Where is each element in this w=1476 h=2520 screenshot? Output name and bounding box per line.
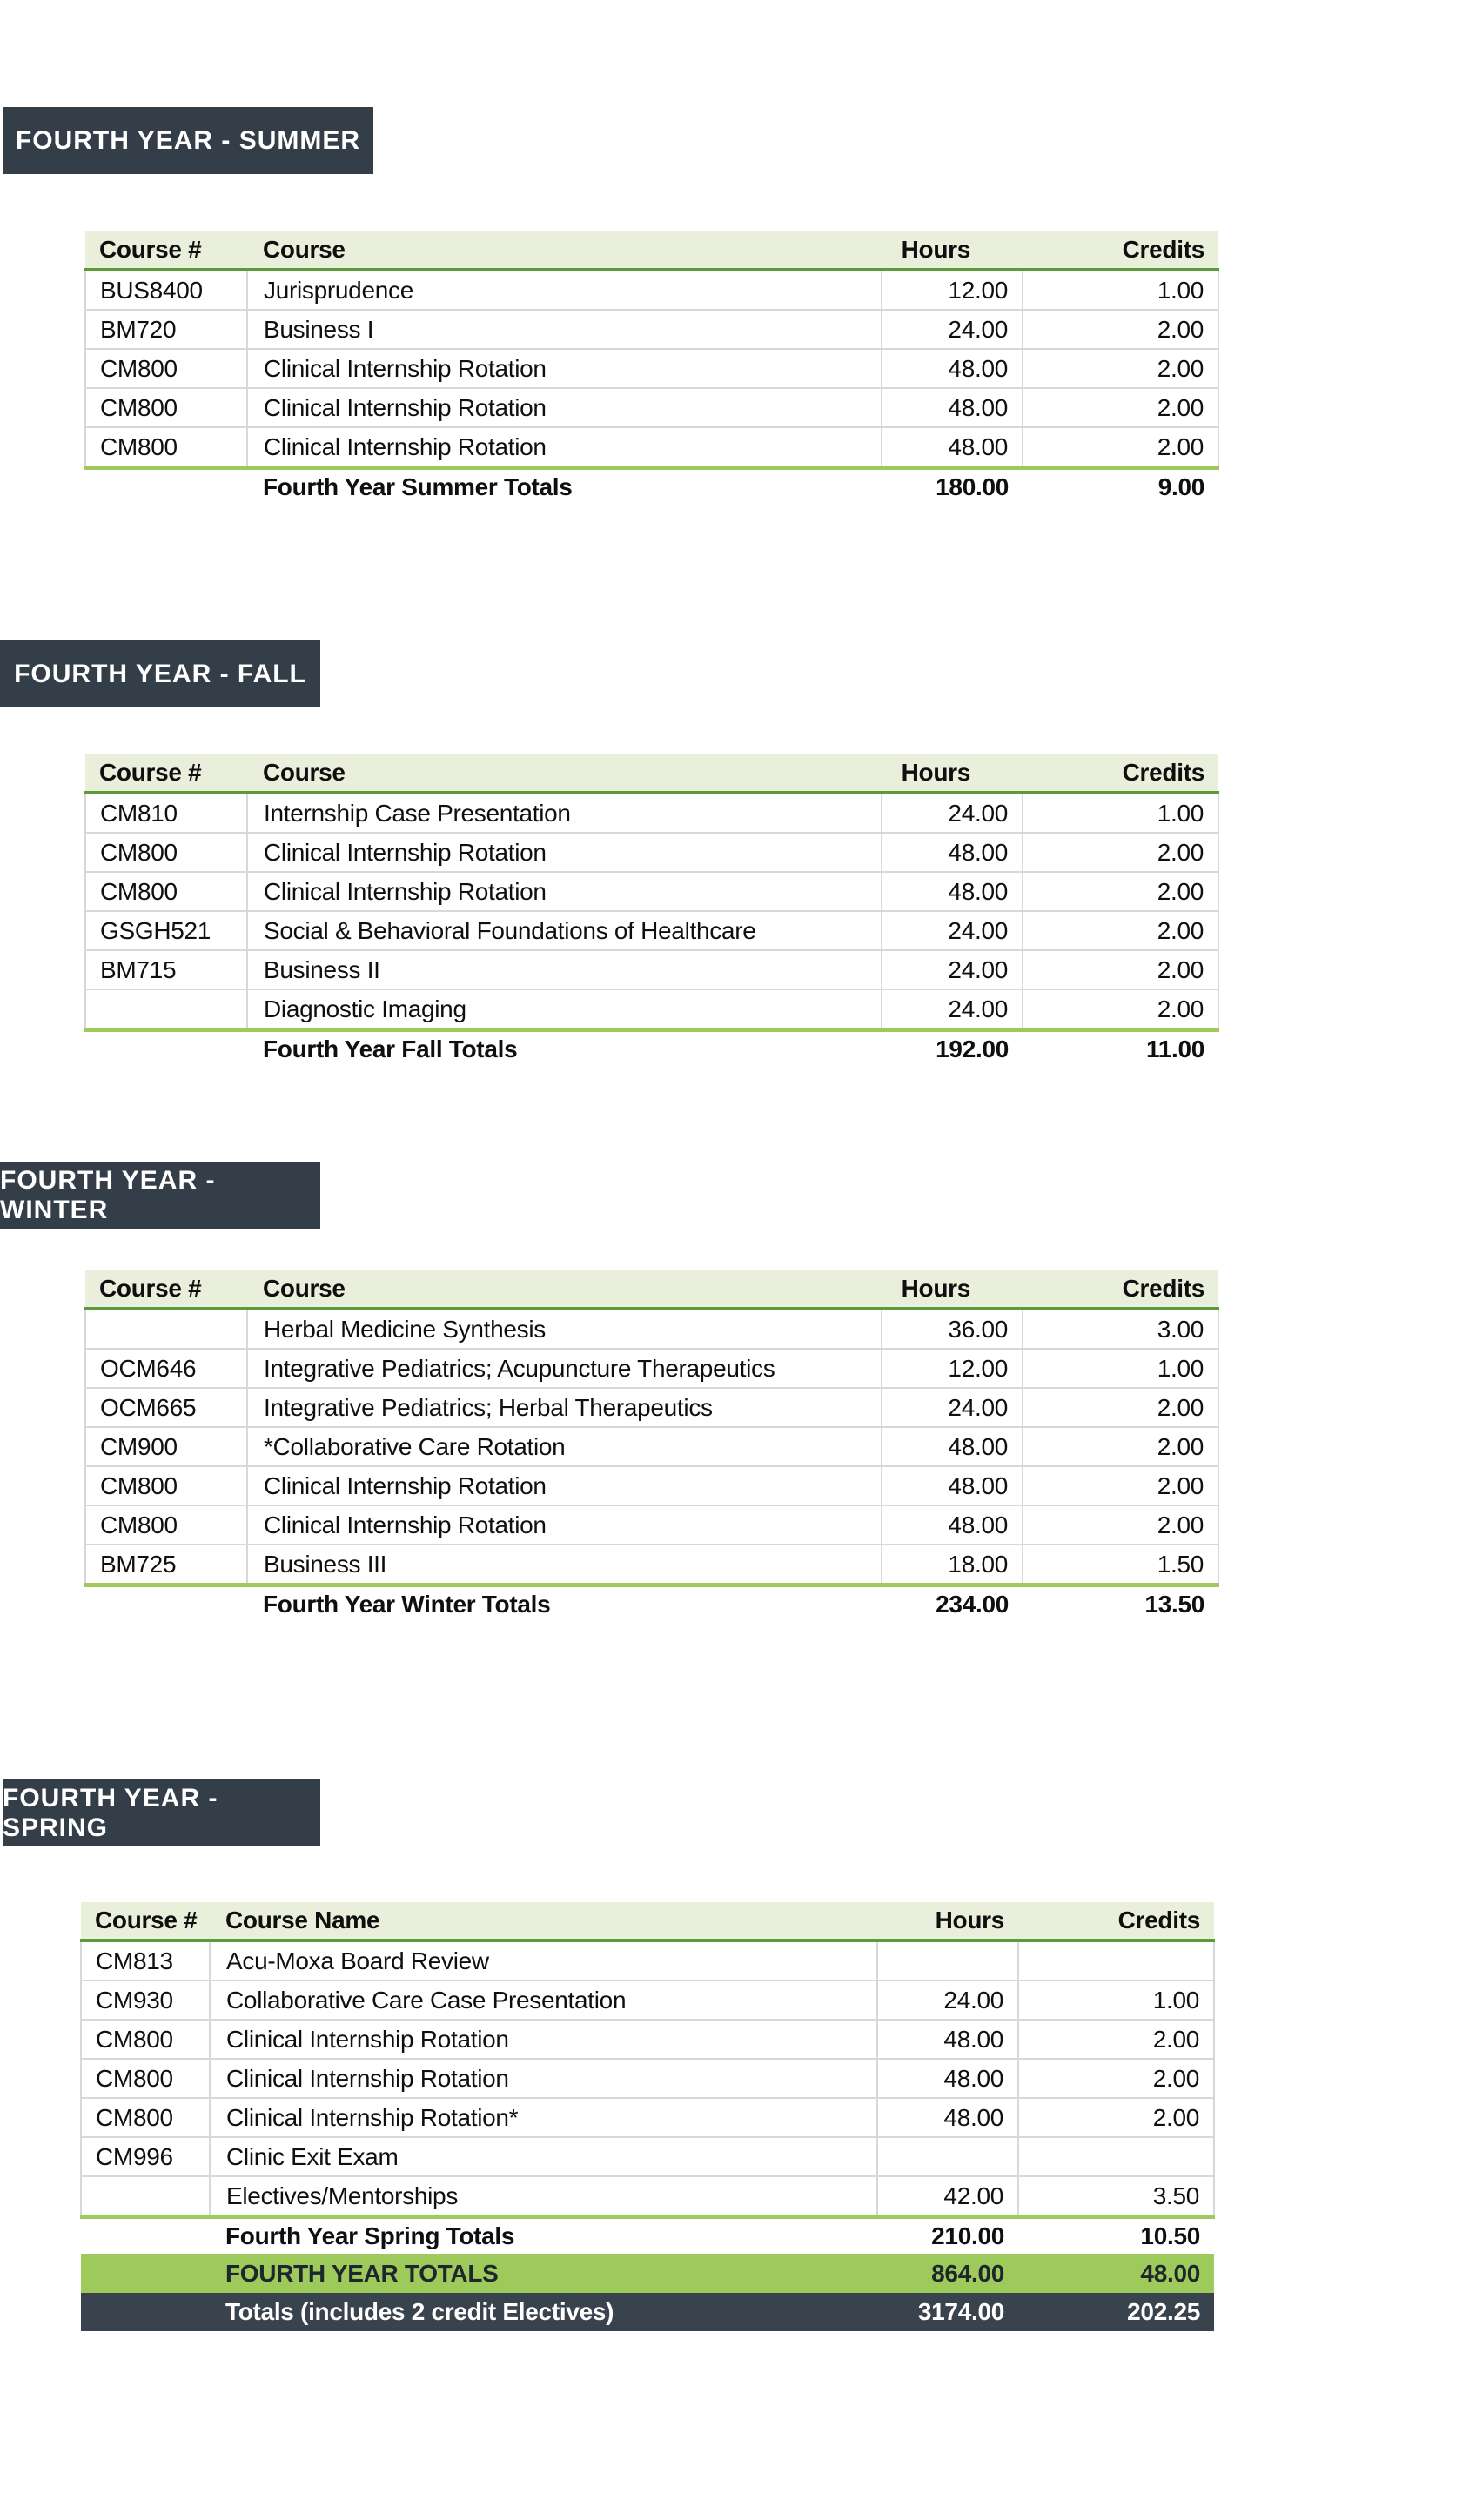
course-header: Course: [247, 754, 882, 793]
credits-cell: 2.00: [1023, 950, 1218, 989]
credits-header: Credits: [1018, 1902, 1214, 1940]
credits-cell: [1018, 2137, 1214, 2176]
totals-label: FOURTH YEAR TOTALS: [210, 2254, 877, 2293]
course-number-header: Course #: [85, 1270, 247, 1309]
hours-header: Hours: [877, 1902, 1018, 1940]
hours-cell: 48.00: [882, 1466, 1023, 1505]
table-row: [81, 2020, 1214, 2059]
credits-cell: [1018, 1940, 1214, 1980]
course-name-cell: Diagnostic Imaging: [247, 989, 882, 1030]
course-name-cell: Clinical Internship Rotation: [247, 388, 882, 427]
course-name-cell: Clinical Internship Rotation: [247, 1466, 882, 1505]
header-row: [81, 1902, 1214, 1940]
hours-cell: 24.00: [882, 950, 1023, 989]
course-number-cell: BM715: [85, 950, 247, 989]
course-number-cell: CM813: [81, 1940, 210, 1980]
course-name-cell: Electives/Mentorships: [210, 2176, 877, 2217]
totals-credits: 9.00: [1023, 468, 1218, 506]
totals-label: Totals (includes 2 credit Electives): [210, 2293, 877, 2331]
course-number-cell: CM800: [85, 388, 247, 427]
totals-row: [85, 1030, 1218, 1068]
credits-cell: 2.00: [1018, 2059, 1214, 2098]
totals-credits: 10.50: [1018, 2217, 1214, 2255]
table-row: [81, 2098, 1214, 2137]
hours-cell: 48.00: [882, 1505, 1023, 1545]
course-table-winter: [84, 1270, 1219, 1622]
credits-cell: 2.00: [1023, 1388, 1218, 1427]
totals-credits: 48.00: [1018, 2254, 1214, 2293]
course-number-cell: CM800: [85, 1505, 247, 1545]
course-name-cell: Clinical Internship Rotation: [247, 349, 882, 388]
credits-header: Credits: [1023, 1270, 1218, 1309]
table-row: [85, 1466, 1218, 1505]
totals-label: Fourth Year Winter Totals: [247, 1585, 882, 1623]
hours-cell: 48.00: [882, 427, 1023, 468]
section-badge-winter: FOURTH YEAR - WINTER: [0, 1162, 320, 1229]
totals-credits: 11.00: [1023, 1030, 1218, 1068]
hours-cell: 48.00: [877, 2059, 1018, 2098]
table-row: [85, 872, 1218, 911]
empty-cell: [81, 2254, 210, 2293]
course-table-spring: [80, 1902, 1215, 2331]
section-badge-fall: FOURTH YEAR - FALL: [0, 640, 320, 707]
section-badge-spring: FOURTH YEAR - SPRING: [3, 1779, 320, 1846]
totals-hours: 3174.00: [877, 2293, 1018, 2331]
table-row: [81, 2059, 1214, 2098]
hours-cell: 12.00: [882, 270, 1023, 310]
table-row: [85, 427, 1218, 468]
empty-cell: [85, 1585, 247, 1623]
table-row: [85, 310, 1218, 349]
course-number-cell: [85, 1309, 247, 1349]
course-number-cell: CM800: [81, 2098, 210, 2137]
credits-header: Credits: [1023, 231, 1218, 270]
section-fourth-year-winter: [0, 1162, 1476, 1622]
hours-cell: 48.00: [882, 833, 1023, 872]
course-number-header: Course #: [81, 1902, 210, 1940]
hours-cell: 12.00: [882, 1349, 1023, 1388]
course-number-cell: CM930: [81, 1980, 210, 2020]
hours-cell: 24.00: [877, 1980, 1018, 2020]
curriculum-page: [0, 107, 1476, 2520]
totals-hours: 180.00: [882, 468, 1023, 506]
table-row: [85, 793, 1218, 833]
credits-cell: 1.50: [1023, 1545, 1218, 1585]
table-row: [85, 833, 1218, 872]
credits-cell: 2.00: [1018, 2020, 1214, 2059]
table-row: [81, 2137, 1214, 2176]
hours-header: Hours: [882, 1270, 1023, 1309]
credits-cell: 2.00: [1023, 1505, 1218, 1545]
table-row: [85, 1309, 1218, 1349]
hours-cell: 48.00: [877, 2020, 1018, 2059]
hours-cell: 42.00: [877, 2176, 1018, 2217]
hours-cell: 48.00: [882, 1427, 1023, 1466]
credits-cell: 2.00: [1023, 1466, 1218, 1505]
course-number-cell: CM800: [85, 872, 247, 911]
empty-cell: [81, 2293, 210, 2331]
table-row: [81, 1980, 1214, 2020]
credits-cell: 1.00: [1018, 1980, 1214, 2020]
course-name-cell: Jurisprudence: [247, 270, 882, 310]
hours-cell: 48.00: [882, 349, 1023, 388]
totals-row-fourth-year: [81, 2254, 1214, 2293]
course-header: Course Name: [210, 1902, 877, 1940]
empty-cell: [85, 468, 247, 506]
hours-cell: 24.00: [882, 310, 1023, 349]
course-name-cell: Social & Behavioral Foundations of Healthcare: [247, 911, 882, 950]
table-row: [85, 270, 1218, 310]
totals-label: Fourth Year Spring Totals: [210, 2217, 877, 2255]
course-number-cell: BM725: [85, 1545, 247, 1585]
credits-cell: 2.00: [1023, 911, 1218, 950]
course-name-cell: Internship Case Presentation: [247, 793, 882, 833]
table-row: [85, 388, 1218, 427]
course-name-cell: Integrative Pediatrics; Acupuncture Therapeutics: [247, 1349, 882, 1388]
header-row: [85, 754, 1218, 793]
section-fourth-year-summer: [0, 107, 1476, 505]
course-name-cell: Clinical Internship Rotation: [210, 2059, 877, 2098]
credits-header: Credits: [1023, 754, 1218, 793]
table-row: [81, 2176, 1214, 2217]
table-row: [81, 1940, 1214, 1980]
course-name-cell: Clinical Internship Rotation: [247, 833, 882, 872]
totals-label: Fourth Year Summer Totals: [247, 468, 882, 506]
course-number-header: Course #: [85, 754, 247, 793]
hours-cell: [877, 1940, 1018, 1980]
table-row: [85, 1545, 1218, 1585]
table-row: [85, 1388, 1218, 1427]
credits-cell: 2.00: [1023, 349, 1218, 388]
hours-header: Hours: [882, 754, 1023, 793]
course-number-cell: [81, 2176, 210, 2217]
course-name-cell: *Collaborative Care Rotation: [247, 1427, 882, 1466]
hours-cell: 24.00: [882, 911, 1023, 950]
course-table-summer: [84, 231, 1219, 505]
course-name-cell: Business I: [247, 310, 882, 349]
course-header: Course: [247, 1270, 882, 1309]
credits-cell: 1.00: [1023, 270, 1218, 310]
course-number-cell: CM800: [85, 427, 247, 468]
course-name-cell: Collaborative Care Case Presentation: [210, 1980, 877, 2020]
course-number-cell: BUS8400: [85, 270, 247, 310]
table-row: [85, 1427, 1218, 1466]
credits-cell: 2.00: [1023, 427, 1218, 468]
hours-cell: [877, 2137, 1018, 2176]
course-table-fall: [84, 754, 1219, 1067]
section-fourth-year-fall: [0, 640, 1476, 1067]
course-number-header: Course #: [85, 231, 247, 270]
course-number-cell: BM720: [85, 310, 247, 349]
course-number-cell: CM800: [85, 833, 247, 872]
hours-cell: 48.00: [882, 388, 1023, 427]
course-name-cell: Clinical Internship Rotation*: [210, 2098, 877, 2137]
table-row: [85, 1505, 1218, 1545]
course-number-cell: [85, 989, 247, 1030]
totals-hours: 234.00: [882, 1585, 1023, 1623]
header-row: [85, 1270, 1218, 1309]
course-number-cell: CM800: [85, 349, 247, 388]
course-name-cell: Business III: [247, 1545, 882, 1585]
course-number-cell: OCM646: [85, 1349, 247, 1388]
course-number-cell: GSGH521: [85, 911, 247, 950]
totals-credits: 13.50: [1023, 1585, 1218, 1623]
totals-hours: 864.00: [877, 2254, 1018, 2293]
header-row: [85, 231, 1218, 270]
empty-cell: [81, 2217, 210, 2255]
hours-cell: 48.00: [877, 2098, 1018, 2137]
table-row: [85, 989, 1218, 1030]
course-number-cell: CM800: [81, 2020, 210, 2059]
credits-cell: 3.00: [1023, 1309, 1218, 1349]
course-name-cell: Clinical Internship Rotation: [247, 427, 882, 468]
course-number-cell: CM996: [81, 2137, 210, 2176]
credits-cell: 2.00: [1023, 310, 1218, 349]
credits-cell: 2.00: [1023, 833, 1218, 872]
course-number-cell: CM800: [85, 1466, 247, 1505]
credits-cell: 2.00: [1023, 872, 1218, 911]
course-name-cell: Clinic Exit Exam: [210, 2137, 877, 2176]
hours-cell: 24.00: [882, 989, 1023, 1030]
totals-row-spring: [81, 2217, 1214, 2255]
hours-header: Hours: [882, 231, 1023, 270]
totals-label: Fourth Year Fall Totals: [247, 1030, 882, 1068]
section-badge-summer: FOURTH YEAR - SUMMER: [3, 107, 373, 174]
table-row: [85, 349, 1218, 388]
credits-cell: 3.50: [1018, 2176, 1214, 2217]
course-name-cell: Clinical Internship Rotation: [247, 872, 882, 911]
table-row: [85, 1349, 1218, 1388]
hours-cell: 36.00: [882, 1309, 1023, 1349]
totals-row-program: [81, 2293, 1214, 2331]
section-fourth-year-spring: [0, 1779, 1476, 2331]
hours-cell: 24.00: [882, 793, 1023, 833]
totals-hours: 210.00: [877, 2217, 1018, 2255]
credits-cell: 2.00: [1023, 388, 1218, 427]
table-row: [85, 911, 1218, 950]
credits-cell: 2.00: [1023, 1427, 1218, 1466]
course-name-cell: Business II: [247, 950, 882, 989]
course-number-cell: CM800: [81, 2059, 210, 2098]
hours-cell: 24.00: [882, 1388, 1023, 1427]
credits-cell: 1.00: [1023, 1349, 1218, 1388]
course-name-cell: Clinical Internship Rotation: [210, 2020, 877, 2059]
credits-cell: 2.00: [1018, 2098, 1214, 2137]
table-row: [85, 950, 1218, 989]
course-number-cell: CM900: [85, 1427, 247, 1466]
course-name-cell: Herbal Medicine Synthesis: [247, 1309, 882, 1349]
course-name-cell: Integrative Pediatrics; Herbal Therapeutics: [247, 1388, 882, 1427]
totals-row: [85, 468, 1218, 506]
totals-row: [85, 1585, 1218, 1623]
hours-cell: 18.00: [882, 1545, 1023, 1585]
course-header: Course: [247, 231, 882, 270]
totals-credits: 202.25: [1018, 2293, 1214, 2331]
totals-hours: 192.00: [882, 1030, 1023, 1068]
hours-cell: 48.00: [882, 872, 1023, 911]
course-name-cell: Clinical Internship Rotation: [247, 1505, 882, 1545]
course-name-cell: Acu-Moxa Board Review: [210, 1940, 877, 1980]
credits-cell: 2.00: [1023, 989, 1218, 1030]
credits-cell: 1.00: [1023, 793, 1218, 833]
course-number-cell: CM810: [85, 793, 247, 833]
empty-cell: [85, 1030, 247, 1068]
course-number-cell: OCM665: [85, 1388, 247, 1427]
